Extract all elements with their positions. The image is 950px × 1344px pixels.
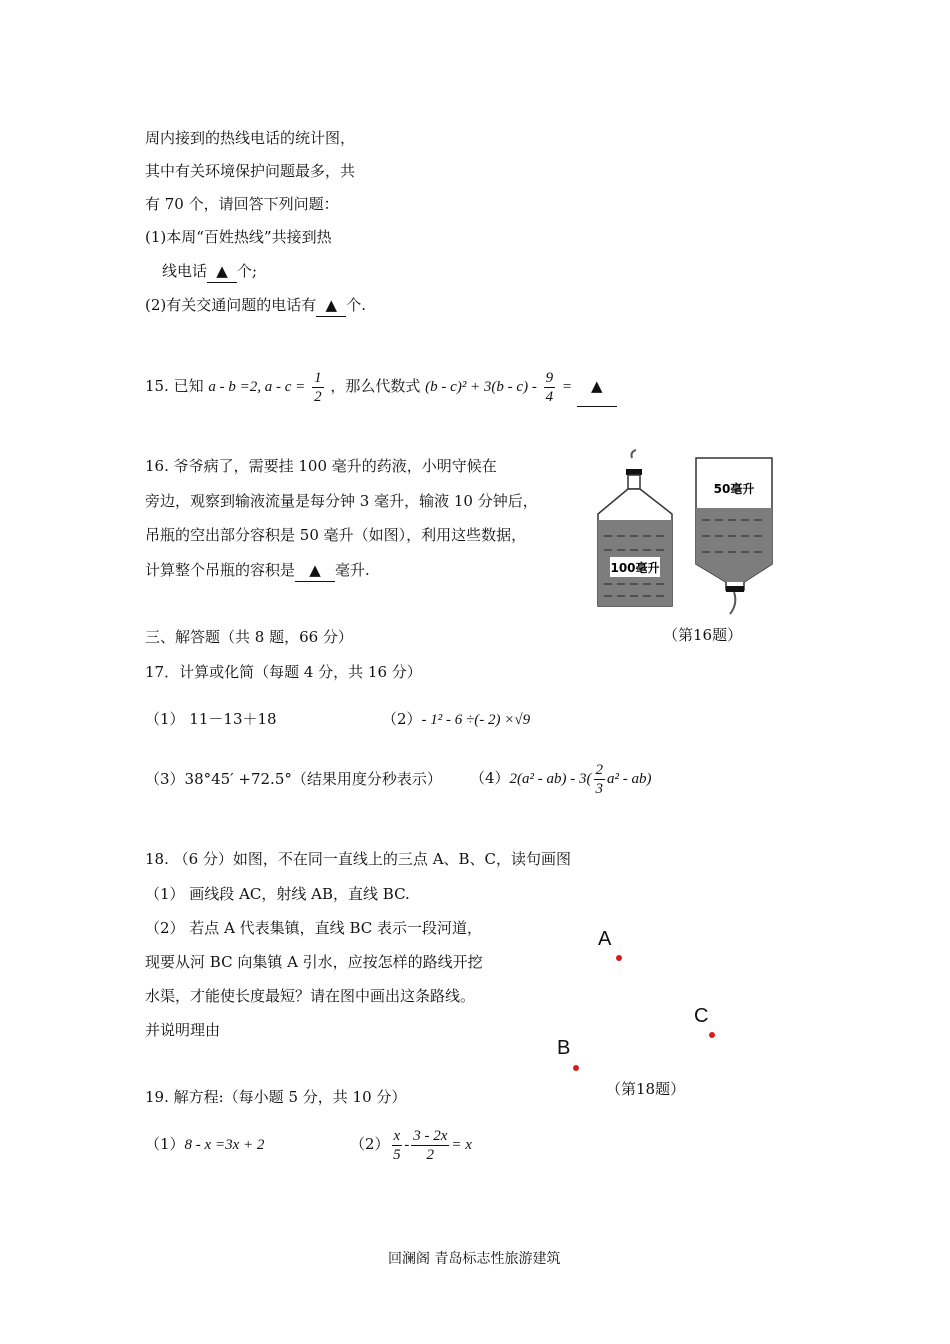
figure-caption: （第16题） — [663, 626, 743, 644]
q19-part-2 — [350, 1122, 472, 1167]
part-label: （2） — [382, 710, 422, 728]
numerator: 2 — [595, 761, 604, 778]
bottle-1-label: 100毫升 — [610, 561, 660, 575]
point-a-label: A — [598, 928, 612, 950]
text-line — [145, 294, 366, 317]
fraction-3-2x-over-2 — [411, 1127, 449, 1164]
text-line: （1） 画线段 AC，射线 AB，直线 BC. — [145, 885, 410, 903]
text-line: 并说明理由 — [145, 1021, 221, 1039]
text-line: 吊瓶的空出部分容积是 50 毫升（如图），利用这些数据， — [145, 526, 527, 544]
text-line: 水渠，才能使长度最短？请在图中画出这条路线。 — [145, 987, 476, 1005]
q17-part-2 — [382, 708, 530, 731]
point-c-label: C — [694, 1005, 709, 1027]
question-18-title: 18. （6 分）如图，不在同一直线上的三点 A、B、C，读句画图 — [145, 850, 572, 868]
q15-prefix: 15. 已知 — [145, 377, 204, 395]
text: 个; — [237, 262, 258, 280]
q19-part-1 — [145, 1133, 264, 1156]
point-c — [709, 1032, 715, 1038]
numerator: 3 - 2x — [413, 1127, 448, 1144]
q15-condition: a - b =2, a - c = — [208, 379, 306, 395]
q17-part-1: （1） 11－13＋18 — [145, 710, 277, 728]
part-label: （4） — [470, 769, 510, 787]
text-line: 周内接到的热线电话的统计图， — [145, 129, 356, 147]
q19-p2-rhs: = x — [451, 1137, 472, 1153]
fraction-x-over-5 — [392, 1127, 403, 1164]
denominator: 2 — [426, 1146, 435, 1163]
fraction-two-thirds — [594, 761, 606, 798]
fraction-half — [312, 369, 324, 406]
figure-caption: （第18题） — [606, 1080, 686, 1098]
q15-mid: ，那么代数式 — [330, 377, 421, 395]
bottle-2-label: 50毫升 — [713, 482, 755, 496]
answer-blank: ▲ — [207, 260, 237, 283]
minus-sign: - — [404, 1137, 410, 1153]
point-b-label: B — [557, 1037, 571, 1059]
text-line: 旁边，观察到输液流量是每分钟 3 毫升，输液 10 分钟后， — [145, 492, 538, 510]
q17-part-4 — [470, 758, 652, 799]
q17-p4-expression-b: a² - ab) — [607, 771, 652, 787]
q17-part-3: （3）38°45′ +72.5°（结果用度分秒表示） — [145, 770, 442, 788]
tube-icon — [632, 450, 637, 458]
denominator: 5 — [393, 1146, 401, 1163]
text-line: 其中有关环境保护问题最多，共 — [145, 162, 356, 180]
text: (2)有关交通问题的电话有 — [145, 296, 317, 314]
denominator: 4 — [545, 388, 554, 405]
question-17-title: 17．计算或化简（每题 4 分，共 16 分） — [145, 663, 422, 681]
text-line — [162, 260, 257, 283]
bottle-cap — [626, 469, 642, 475]
q15-expression: (b - c)² + 3(b - c) - — [425, 379, 537, 395]
q15-equals: = — [561, 379, 573, 395]
q17-p4-expression-a: 2(a² - ab) - 3( — [509, 771, 592, 787]
bottle-figure — [590, 448, 780, 616]
fraction-nine-quarters — [544, 369, 556, 406]
text: 线电话 — [162, 262, 208, 280]
text-line: （2） 若点 A 代表集镇，直线 BC 表示一段河道， — [145, 919, 482, 937]
numerator: x — [393, 1127, 401, 1144]
text-line: (1)本周“百姓热线”共接到热 — [145, 228, 332, 246]
q19-p1-expression: 8 - x =3x + 2 — [184, 1137, 265, 1153]
point-a — [616, 955, 622, 961]
q17-p2-expression: - 1² - 6 ÷(- 2) ×√9 — [421, 712, 531, 728]
point-b — [573, 1065, 579, 1071]
denominator: 2 — [314, 388, 322, 405]
text: 个. — [346, 296, 367, 314]
section-heading: 三、解答题（共 8 题，66 分） — [145, 628, 353, 646]
answer-blank: ▲ — [295, 559, 335, 582]
text: 计算整个吊瓶的容积是 — [145, 561, 296, 579]
bottle-cap — [726, 586, 744, 592]
part-label: （2） — [350, 1135, 390, 1153]
question-19-title: 19. 解方程:（每小题 5 分，共 10 分） — [145, 1088, 407, 1106]
tube-icon — [730, 592, 735, 614]
denominator: 3 — [595, 780, 604, 797]
part-label: （1） — [145, 1135, 185, 1153]
numerator: 9 — [545, 369, 554, 386]
text-line: 16. 爷爷病了，需要挂 100 毫升的药液，小明守候在 — [145, 457, 497, 475]
numerator: 1 — [314, 369, 322, 386]
page-footer: 回澜阁 青岛标志性旅游建筑 — [388, 1251, 561, 1267]
question-15 — [145, 366, 617, 407]
text: 毫升. — [335, 561, 370, 579]
text-line — [145, 559, 370, 582]
text-line: 现要从河 BC 向集镇 A 引水，应按怎样的路线开挖 — [145, 953, 483, 971]
text-line: 有 70 个，请回答下列问题： — [145, 195, 339, 213]
answer-blank: ▲ — [316, 294, 346, 317]
answer-blank: ▲ — [577, 366, 617, 407]
